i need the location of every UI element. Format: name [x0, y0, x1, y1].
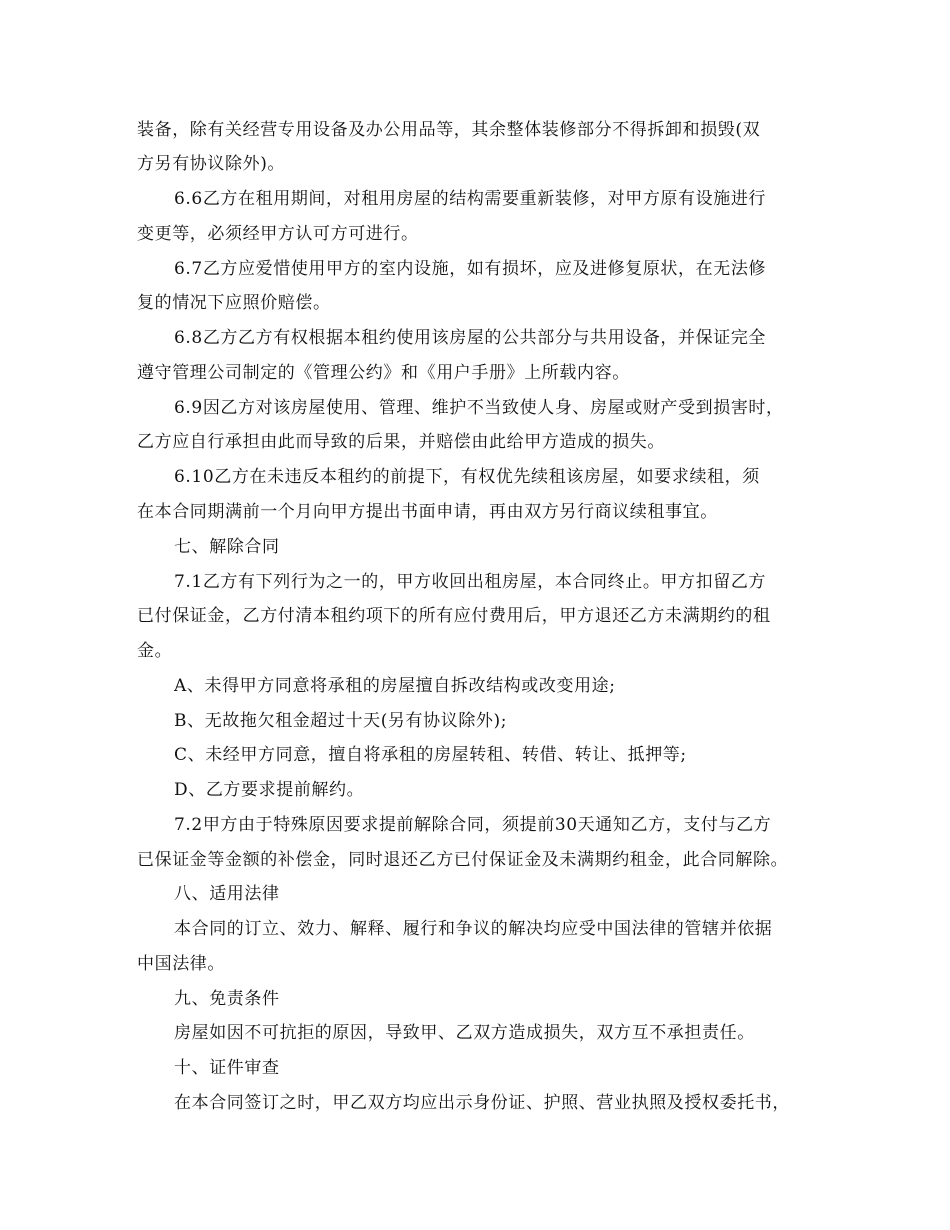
text-line: 遵守管理公司制定的《管理公约》和《用户手册》上所载内容。 [137, 363, 630, 383]
list-item: B、无故拖欠租金超过十天(另有协议除外); [174, 711, 508, 731]
text-line: 在本合同期满前一个月向甲方提出书面申请，再由双方另行商议续租事宜。 [137, 502, 718, 522]
text-line: 已保证金等金额的补偿金，同时退还乙方已付保证金及未满期约租金，此合同解除。 [137, 850, 789, 870]
text-line: 本合同的订立、效力、解释、履行和争议的解决均应受中国法律的管辖并依据 [174, 919, 773, 939]
text-line: 在本合同签订之时，甲乙双方均应出示身份证、护照、营业执照及授权委托书， [174, 1093, 790, 1113]
text-line: 乙方应自行承担由此而导致的后果，并赔偿由此给甲方造成的损失。 [137, 432, 665, 452]
section-heading: 七、解除合同 [174, 537, 280, 557]
text-line: 复的情况下应照价赔偿。 [137, 293, 331, 313]
section-heading: 八、适用法律 [174, 884, 280, 904]
text-line: 金。 [137, 641, 173, 661]
text-line: 6.10乙方在未违反本租约的前提下，有权优先续租该房屋，如要求续租，须 [174, 467, 760, 487]
text-line: 装备，除有关经营专用设备及办公用品等，其余整体装修部分不得拆卸和损毁(双 [137, 120, 761, 140]
text-line: 已付保证金，乙方付清本租约项下的所有应付费用后，甲方退还乙方未满期约的租 [137, 606, 771, 626]
list-item: A、未得甲方同意将承租的房屋擅自拆改结构或改变用途; [174, 676, 616, 696]
text-line: 7.1乙方有下列行为之一的，甲方收回出租房屋，本合同终止。甲方扣留乙方 [174, 572, 767, 592]
text-line: 房屋如因不可抗拒的原因，导致甲、乙双方造成损失，双方互不承担责任。 [174, 1023, 755, 1043]
text-line: 变更等，必须经甲方认可方可进行。 [137, 224, 419, 244]
section-heading: 九、免责条件 [174, 989, 280, 1009]
list-item: C、未经甲方同意，擅自将承租的房屋转租、转借、转让、抵押等; [174, 745, 687, 765]
text-line: 6.8乙方乙方有权根据本租约使用该房屋的公共部分与共用设备，并保证完全 [174, 328, 767, 348]
text-line: 方另有协议除外)。 [137, 154, 286, 174]
list-item: D、乙方要求提前解约。 [174, 780, 365, 800]
text-line: 6.6乙方在租用期间，对租用房屋的结构需要重新装修，对甲方原有设施进行 [174, 189, 767, 209]
section-heading: 十、证件审查 [174, 1058, 280, 1078]
text-line: 7.2甲方由于特殊原因要求提前解除合同，须提前30天通知乙方，支付与乙方 [174, 815, 772, 835]
text-line: 6.7乙方应爱惜使用甲方的室内设施，如有损坏，应及进修复原状，在无法修 [174, 259, 767, 279]
text-line: 中国法律。 [137, 954, 225, 974]
text-line: 6.9因乙方对该房屋使用、管理、维护不当致使人身、房屋或财产受到损害时， [174, 398, 784, 418]
